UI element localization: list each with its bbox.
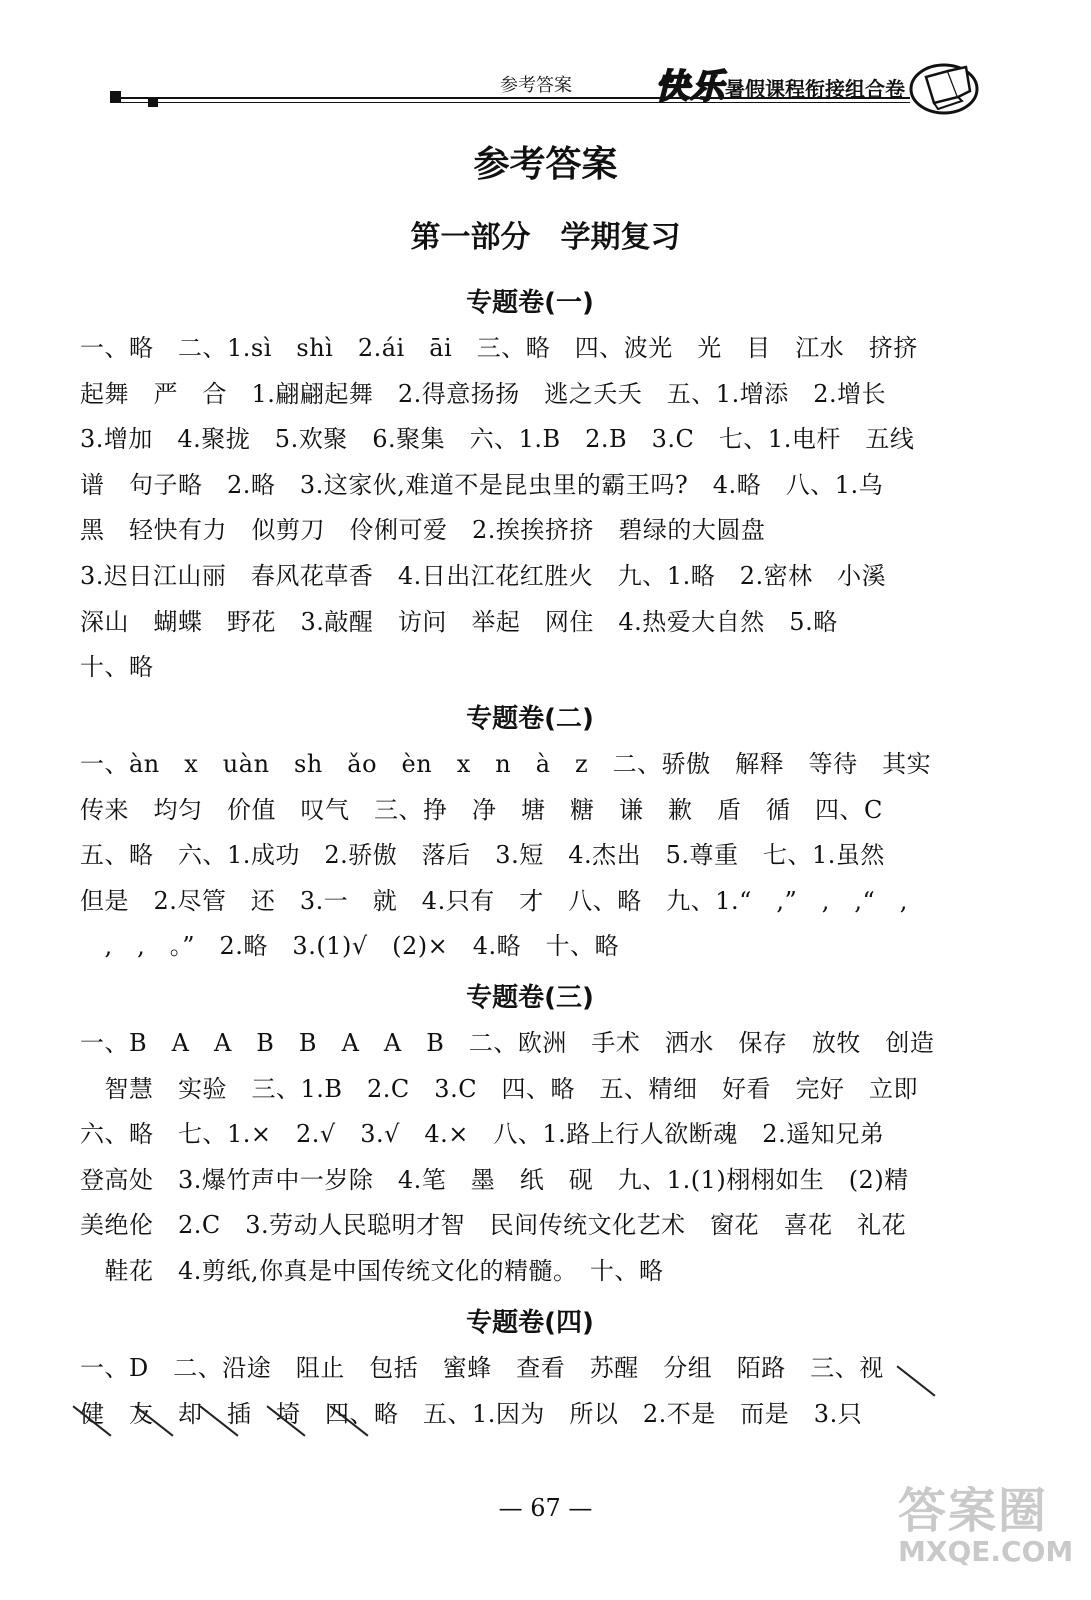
answer-line: 鞋花 4.剪纸,你真是中国传统文化的精髓。 十、略 xyxy=(80,1256,664,1285)
answer-line: 一、àn x uàn sh ǎo èn x n à z 二、骄傲 解释 等待 其实 xyxy=(80,750,932,778)
answer-line: 登高处 3.爆竹声中一岁除 4.笔 墨 纸 砚 九、1.(1)栩栩如生 (2)精 xyxy=(80,1165,909,1194)
answer-line: 六、略 七、1.× 2.√ 3.√ 4.× 八、1.路上行人欲断魂 2.遥知兄弟 xyxy=(80,1120,885,1149)
section-1 xyxy=(80,280,980,691)
answer-line: 但是 2.尽管 还 3.一 就 4.只有 才 八、略 九、1.“ ,” , ,“ , xyxy=(80,886,908,915)
page-number: — 67 — xyxy=(498,1494,593,1522)
answer-line: 深山 蝴蝶 野花 3.敲醒 访问 举起 网住 4.热爱大自然 5.略 xyxy=(80,607,838,636)
answer-line: 传来 均匀 价值 叹气 三、挣 净 塘 糖 谦 歉 盾 循 四、C xyxy=(80,795,883,824)
header-brand-logo: 快乐 xyxy=(655,67,725,107)
part-title: 第一部分 学期复习 xyxy=(410,220,681,255)
answer-line: 美绝伦 2.C 3.劳动人民聪明才智 民间传统文化艺术 窗花 喜花 礼花 xyxy=(80,1211,907,1240)
answer-line: 一、D 二、沿途 阻止 包括 蜜蜂 查看 苏醒 分组 陌路 三、视 xyxy=(80,1354,884,1382)
answer-line: 一、B A A B B A A B 二、欧洲 手术 洒水 保存 放牧 创造 xyxy=(80,1029,935,1057)
answer-line: 智慧 实验 三、1.B 2.C 3.C 四、略 五、精细 好看 完好 立即 xyxy=(80,1074,919,1103)
section-title: 专题卷(四) xyxy=(466,1308,594,1338)
section-2 xyxy=(80,696,980,970)
answer-line: 五、略 六、1.成功 2.骄傲 落后 3.短 4.杰出 5.尊重 七、1.虽然 xyxy=(80,841,885,870)
watermark-text: 答案圈 xyxy=(898,1483,1049,1539)
answer-line: 十、略 xyxy=(80,653,154,682)
book-icon xyxy=(908,57,980,117)
answer-line: 谱 句子略 2.略 3.这家伙,难道不是昆虫里的霸王吗? 4.略 八、1.乌 xyxy=(80,470,884,499)
answer-line: 3.迟日江山丽 春风花草香 4.日出江花红胜火 九、1.略 2.密林 小溪 xyxy=(80,561,887,590)
header-answer-label: 参考答案 xyxy=(500,75,572,96)
section-title: 专题卷(一) xyxy=(466,288,594,318)
section-3 xyxy=(80,975,980,1295)
page-title: 参考答案 xyxy=(473,144,618,185)
watermark-url: MXQE.COM xyxy=(898,1535,1074,1568)
answer-line: 健 友 却 插 埼 四、略 五、1.因为 所以 2.不是 而是 3.只 xyxy=(80,1399,863,1428)
section-title: 专题卷(三) xyxy=(466,983,594,1013)
answer-line: 起舞 严 合 1.翩翩起舞 2.得意扬扬 逃之夭夭 五、1.增添 2.增长 xyxy=(80,379,887,408)
answer-line: 黑 轻快有力 似剪刀 伶俐可爱 2.挨挨挤挤 碧绿的大圆盘 xyxy=(80,516,766,545)
answer-line: 一、略 二、1.sì shì 2.ái āi 三、略 四、波光 光 目 江水 挤挤 xyxy=(80,334,918,362)
answer-line: , , 。” 2.略 3.(1)√ (2)× 4.略 十、略 xyxy=(80,932,620,961)
header-rule xyxy=(110,102,910,103)
page-header xyxy=(100,55,980,125)
header-series-title: 暑假课程衔接组合卷 xyxy=(725,77,905,101)
answer-line: 3.增加 4.聚拢 5.欢聚 6.聚集 六、1.B 2.B 3.C 七、1.电杆 五线 xyxy=(80,425,915,454)
watermark-logo xyxy=(898,1472,1078,1592)
section-title: 专题卷(二) xyxy=(466,704,594,734)
